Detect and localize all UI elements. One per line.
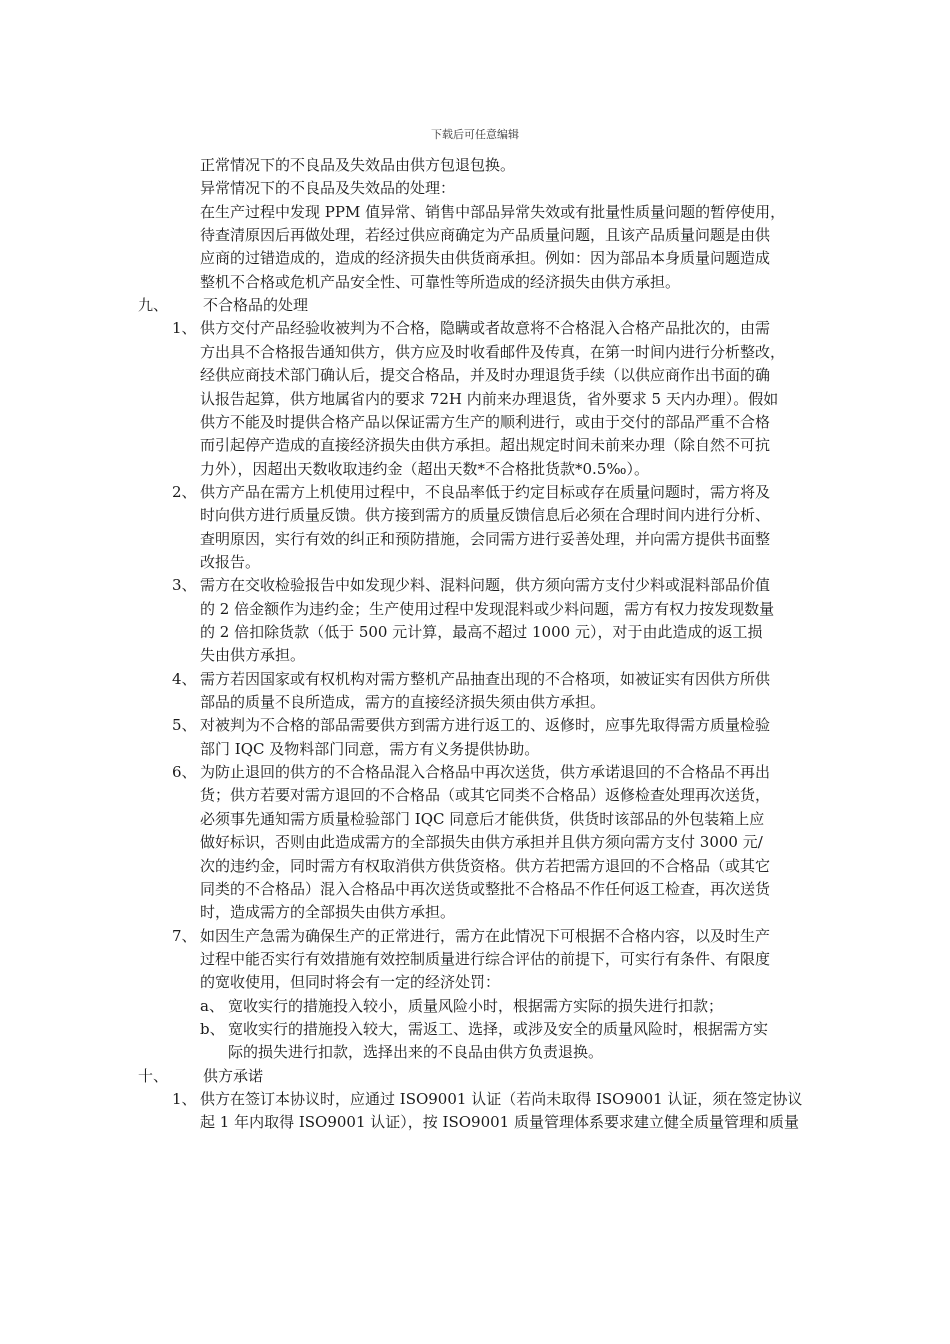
text-line: 部品的质量不良所造成，需方的直接经济损失须由供方承担。 bbox=[200, 693, 606, 712]
list-marker: 6、 bbox=[172, 763, 197, 782]
text-line: 如因生产急需为确保生产的正常进行，需方在此情况下可根据不合格内容，以及时生产 bbox=[200, 926, 771, 945]
text-line: 次的违约金，同时需方有权取消供方供货资格。供方若把需方退回的不合格品（或其它 bbox=[200, 856, 771, 875]
text-line: 做好标识，否则由此造成需方的全部损失由供方承担并且供方须向需方支付 3000 元/ bbox=[200, 833, 763, 852]
text-line: 应商的过错造成的，造成的经济损失由供货商承担。例如：因为部品本身质量问题造成 bbox=[200, 249, 771, 268]
list-marker: 3、 bbox=[172, 576, 197, 595]
text-line: 力外），因超出天数收取违约金（超出天数*不合格批货款*0.5‰）。 bbox=[200, 459, 649, 478]
text-line: 宽收实行的措施投入较大，需返工、选择，或涉及安全的质量风险时，根据需方实 bbox=[228, 1019, 769, 1038]
text-line: 失由供方承担。 bbox=[200, 646, 306, 665]
text-line: 整机不合格或危机产品安全性、可靠性等所造成的经济损失由供方承担。 bbox=[200, 272, 681, 291]
text-line: 而引起停产造成的直接经济损失由供方承担。超出规定时间未前来办理（除自然不可抗 bbox=[200, 436, 771, 455]
text-line: 为防止退回的供方的不合格品混入合格品中再次送货，供方承诺退回的不合格品不再出 bbox=[200, 763, 771, 782]
list-marker: 十、 bbox=[138, 1066, 169, 1085]
text-line: 改报告。 bbox=[200, 552, 261, 571]
list-marker: 5、 bbox=[172, 716, 197, 735]
text-line: 际的损失进行扣款，选择出来的不良品由供方负责退换。 bbox=[228, 1043, 604, 1062]
text-line: 对被判为不合格的部品需要供方到需方进行返工的、返修时，应事先取得需方质量检验 bbox=[200, 716, 771, 735]
list-marker: 4、 bbox=[172, 669, 197, 688]
text-line: 时向供方进行质量反馈。供方接到需方的质量反馈信息后必须在合理时间内进行分析、 bbox=[200, 506, 771, 525]
text-line: 的 2 倍金额作为违约金；生产使用过程中发现混料或少料问题，需方有权力按发现数量 bbox=[200, 599, 775, 618]
text-line: 供方不能及时提供合格产品以保证需方生产的顺利进行，或由于交付的部品严重不合格 bbox=[200, 412, 771, 431]
list-marker: b、 bbox=[200, 1019, 225, 1038]
text-line: 时，造成需方的全部损失由供方承担。 bbox=[200, 903, 456, 922]
text-line: 认报告起算，供方地属省内的要求 72H 内前来办理退货，省外要求 5 天内办理）。假如 bbox=[200, 389, 779, 408]
list-marker: a、 bbox=[200, 996, 224, 1015]
text-line: 的宽收使用，但同时将会有一定的经济处罚： bbox=[200, 973, 501, 992]
text-line: 供方交付产品经验收被判为不合格，隐瞒或者故意将不合格混入合格产品批次的，由需 bbox=[200, 319, 771, 338]
text-line: 经供应商技术部门确认后，提交合格品，并及时办理退货手续（以供应商作出书面的确 bbox=[200, 366, 771, 385]
text-line: 查明原因，实行有效的纠正和预防措施，会同需方进行妥善处理，并向需方提供书面整 bbox=[200, 529, 771, 548]
text-line: 供方在签订本协议时，应通过 ISO9001 认证（若尚未取得 ISO9001 认证，须在签定协议 bbox=[200, 1090, 803, 1108]
text-line: 方出具不合格报告通知供方，供方应及时收看邮件及传真，在第一时间内进行分析整改， bbox=[200, 342, 786, 361]
list-marker: 2、 bbox=[172, 482, 197, 501]
text-line: 正常情况下的不良品及失效品由供方包退包换。 bbox=[200, 156, 516, 174]
text-line: 必须事先通知需方质量检验部门 IQC 同意后才能供货，供货时该部品的外包装箱上应 bbox=[200, 809, 765, 828]
text-line: 过程中能否实行有效措施有效控制质量进行综合评估的前提下，可实行有条件、有限度 bbox=[200, 949, 771, 968]
text-line: 起 1 年内取得 ISO9001 认证），按 ISO9001 质量管理体系要求建立健全质量管理和质量 bbox=[200, 1113, 799, 1132]
text-line: 同类的不合格品）混入合格品中再次送货或整批不合格品不作任何返工检查，再次送货 bbox=[200, 879, 771, 898]
list-marker: 九、 bbox=[138, 296, 169, 315]
text-line: 在生产过程中发现 PPM 值异常、销售中部品异常失效或有批量性质量问题的暂停使用， bbox=[200, 202, 786, 221]
text-line: 的 2 倍扣除货款（低于 500 元计算，最高不超过 1000 元），对于由此造成的返工损 bbox=[200, 623, 763, 641]
text-line: 不合格品的处理 bbox=[203, 296, 309, 315]
text-line: 待查清原因后再做处理，若经过供应商确定为产品质量问题，且该产品质量问题是由供 bbox=[200, 226, 771, 245]
text-line: 需方在交收检验报告中如发现少料、混料问题，供方须向需方支付少料或混料部品价值 bbox=[200, 576, 771, 595]
text-line: 部门 IQC 及物料部门同意，需方有义务提供协助。 bbox=[200, 739, 540, 758]
text-line: 宽收实行的措施投入较小，质量风险小时，根据需方实际的损失进行扣款； bbox=[228, 996, 724, 1015]
list-marker: 1、 bbox=[172, 319, 197, 338]
list-marker: 7、 bbox=[172, 926, 197, 945]
text-line: 供方产品在需方上机使用过程中，不良品率低于约定目标或存在质量问题时，需方将及 bbox=[200, 482, 771, 501]
list-marker: 1、 bbox=[172, 1090, 197, 1108]
text-line: 货；供方若要对需方退回的不合格品（或其它同类不合格品）返修检查处理再次送货， bbox=[200, 786, 771, 805]
text-line: 供方承诺 bbox=[203, 1066, 264, 1085]
page-header: 下载后可任意编辑 bbox=[431, 128, 519, 141]
text-line: 需方若因国家或有权机构对需方整机产品抽查出现的不合格项，如被证实有因供方所供 bbox=[200, 669, 771, 688]
text-line: 异常情况下的不良品及失效品的处理： bbox=[200, 179, 456, 198]
